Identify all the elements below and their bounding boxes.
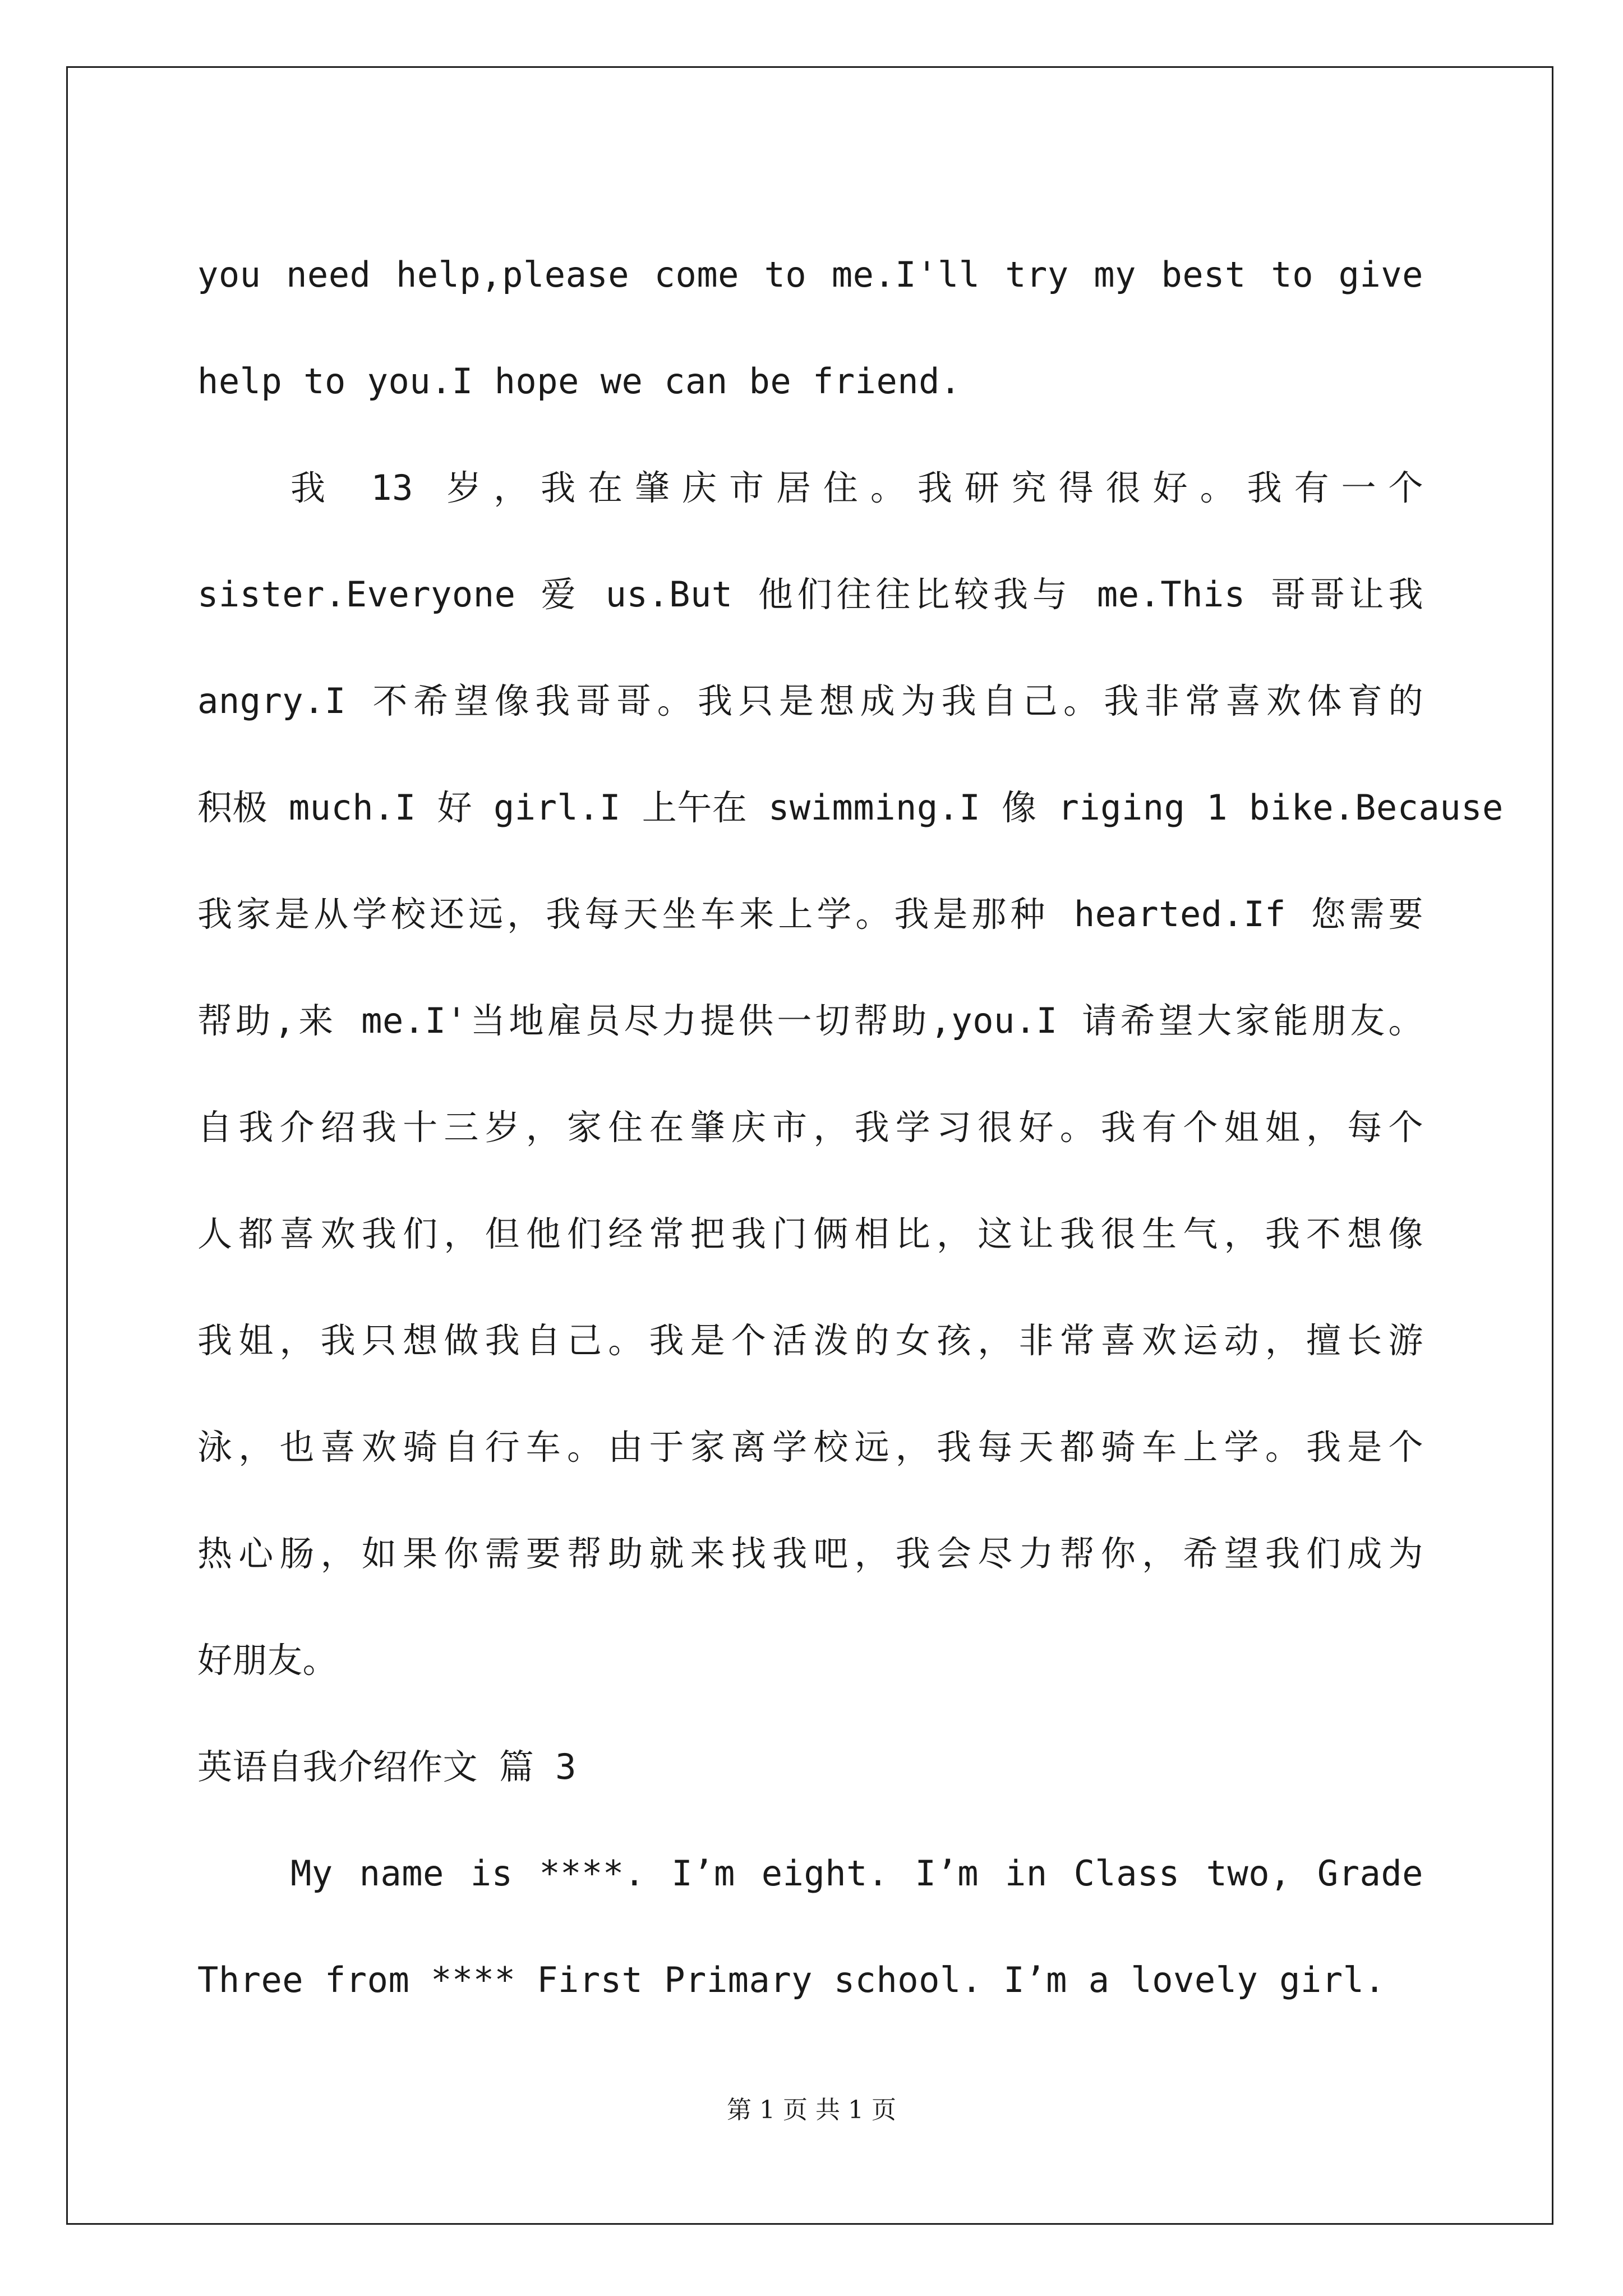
document-body (197, 222, 1504, 2033)
text-line: 热心肠，如果你需要帮助就来找我吧，我会尽力帮你，希望我们成为 (197, 1533, 1423, 1574)
text-line: you need help,please come to me.I'll try my best to give (197, 254, 1423, 295)
text-line: 人都喜欢我们，但他们经常把我门俩相比，这让我很生气，我不想像 (197, 1213, 1423, 1254)
text-line: 积极 much.I 好 girl.I 上午在 swimming.I 像 riging 1 bike.Because (197, 787, 1504, 828)
text-line: My name is ****. I’m eight. I’m in Class two, Grade (291, 1853, 1423, 1894)
section-heading: 英语自我介绍作文 篇 3 (197, 1746, 577, 1787)
text-line: 我家是从学校还远，我每天坐车来上学。我是那种 hearted.If 您需要 (197, 894, 1423, 935)
text-line: 好朋友。 (197, 1640, 338, 1681)
text-line: help to you.I hope we can be friend. (197, 361, 961, 402)
text-line: Three from **** First Primary school. I’m a lovely girl. (197, 1959, 1386, 2000)
text-line: 泳，也喜欢骑自行车。由于家离学校远，我每天都骑车上学。我是个 (197, 1427, 1423, 1467)
text-line: 我 13 岁，我在肇庆市居住。我研究得很好。我有一个 (291, 467, 1423, 508)
text-line: sister.Everyone 爱 us.But 他们往往比较我与 me.This 哥哥让我 (197, 574, 1423, 615)
text-line: angry.I 不希望像我哥哥。我只是想成为我自己。我非常喜欢体育的 (197, 680, 1423, 721)
text-line: 帮助,来 me.I'当地雇员尽力提供一切帮助,you.I 请希望大家能朋友。 (197, 1000, 1423, 1041)
text-line: 自我介绍我十三岁，家住在肇庆市，我学习很好。我有个姐姐，每个 (197, 1107, 1423, 1148)
page-footer: 第 1 页 共 1 页 (727, 2096, 896, 2124)
text-line: 我姐，我只想做我自己。我是个活泼的女孩，非常喜欢运动，擅长游 (197, 1320, 1423, 1361)
